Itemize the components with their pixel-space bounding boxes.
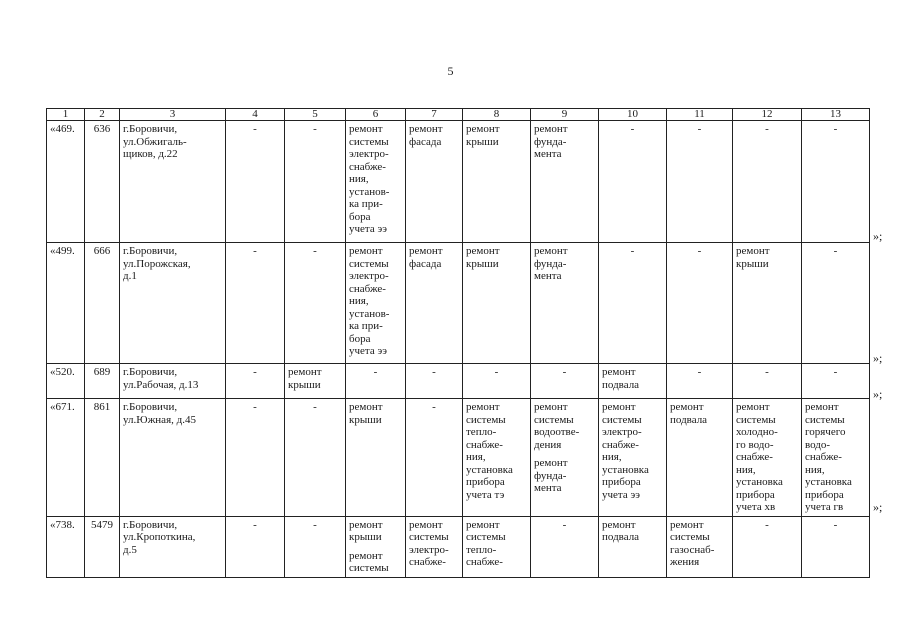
table-cell: ремонт крыши [285,364,346,399]
row-closing-quote: »; [873,229,883,243]
repair-table [46,108,870,578]
table-cell: ремонт фасада [406,243,463,364]
building-id: 636 [85,121,120,243]
table-cell: - [285,399,346,517]
table-cell: ремонт фунда- мента [531,243,599,364]
col-header: 10 [599,109,667,121]
table-row [47,243,870,364]
table-cell: - [733,516,802,577]
table-cell: - [226,399,285,517]
table-cell: - [667,121,733,243]
col-header: 2 [85,109,120,121]
table-cell: ремонт системы тепло- снабже- ния, установка прибора учета тэ [463,399,531,517]
address-cell: г.Боровичи, ул.Рабочая, д.13 [120,364,226,399]
table-cell: ремонт системы холодно- го водо- снабже- ния, установка прибора учета хв [733,399,802,517]
table-cell: - [599,243,667,364]
table-cell: - [226,516,285,577]
row-number: «469. [47,121,85,243]
col-header: 7 [406,109,463,121]
col-header: 13 [802,109,870,121]
table-row [47,399,870,517]
address-cell: г.Боровичи, ул.Южная, д.45 [120,399,226,517]
table-cell: - [802,121,870,243]
table-cell: ремонт крыши [346,399,406,517]
table-row [47,121,870,243]
table-cell: ремонт системы электро- снабже- ния, установка прибора учета ээ [599,399,667,517]
building-id: 5479 [85,516,120,577]
table-cell: - [531,364,599,399]
col-header: 11 [667,109,733,121]
table-cell: ремонт подвала [667,399,733,517]
table-cell: - [285,121,346,243]
table-cell [531,399,599,517]
building-id: 861 [85,399,120,517]
cell-entry: ремонт крыши [349,518,383,543]
row-number: «738. [47,516,85,577]
table-cell: - [226,364,285,399]
address-cell: г.Боровичи, ул.Обжигаль- щиков, д.22 [120,121,226,243]
table-cell: - [406,399,463,517]
cell-entry: ремонт фунда- мента [534,457,568,494]
table-cell: - [599,121,667,243]
table-cell: - [346,364,406,399]
page-number: 5 [447,64,454,78]
row-closing-quote: »; [873,351,883,365]
cell-entry: ремонт системы [349,549,389,574]
table-row [47,516,870,577]
table-cell: ремонт фасада [406,121,463,243]
col-header: 3 [120,109,226,121]
table-cell: ремонт крыши [463,121,531,243]
col-header: 4 [226,109,285,121]
table-cell: ремонт системы газоснаб- жения [667,516,733,577]
table-cell: ремонт фунда- мента [531,121,599,243]
building-id: 689 [85,364,120,399]
table-cell: - [226,121,285,243]
table-cell: ремонт системы горячего водо- снабже- ния, установка прибора учета гв [802,399,870,517]
table-cell: - [463,364,531,399]
table-cell: - [733,121,802,243]
table-cell: - [285,243,346,364]
row-number: «520. [47,364,85,399]
row-closing-quote: »; [873,387,883,401]
col-header: 5 [285,109,346,121]
table-cell: ремонт крыши [463,243,531,364]
col-header: 8 [463,109,531,121]
table-cell: ремонт системы электро- снабже- ния, установ- ка при- бора учета ээ [346,243,406,364]
table-cell: ремонт крыши [733,243,802,364]
table-cell: - [733,364,802,399]
table-cell: - [667,364,733,399]
table-cell: ремонт подвала [599,516,667,577]
table-row [47,364,870,399]
table-cell [346,516,406,577]
row-closing-quote: »; [873,500,883,514]
cell-entry: ремонт системы водоотве- дения [534,401,580,451]
table-cell: ремонт системы электро- снабже- ния, установ- ка при- бора учета ээ [346,121,406,243]
address-cell: г.Боровичи, ул.Порожская, д.1 [120,243,226,364]
table-cell: - [531,516,599,577]
table-cell: - [802,364,870,399]
col-header: 6 [346,109,406,121]
row-number: «499. [47,243,85,364]
address-cell: г.Боровичи, ул.Кропоткина, д.5 [120,516,226,577]
col-header: 9 [531,109,599,121]
table-cell: ремонт подвала [599,364,667,399]
table-cell: - [406,364,463,399]
row-number: «671. [47,399,85,517]
header-row [47,109,870,121]
table-cell: - [667,243,733,364]
building-id: 666 [85,243,120,364]
table-cell: - [802,516,870,577]
table-cell: ремонт системы электро- снабже- [406,516,463,577]
col-header: 1 [47,109,85,121]
table-cell: - [802,243,870,364]
col-header: 12 [733,109,802,121]
table-cell: - [226,243,285,364]
table-cell: ремонт системы тепло- снабже- [463,516,531,577]
table-cell: - [285,516,346,577]
